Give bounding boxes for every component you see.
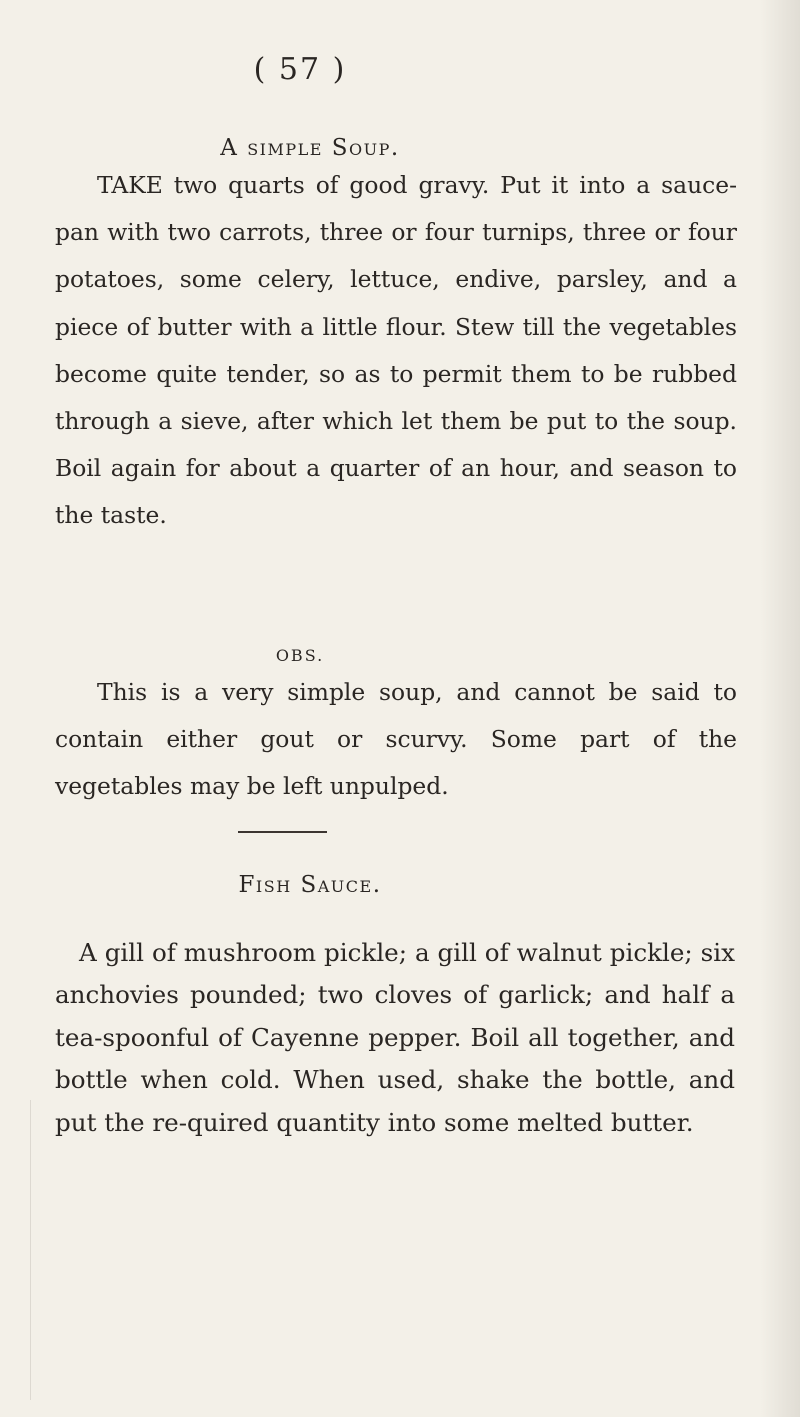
page-edge-shadow: [760, 0, 800, 1417]
page-number: ( 57 ): [253, 52, 347, 87]
section-divider: [238, 831, 327, 833]
recipe-body-fish-sauce: A gill of mushroom pickle; a gill of walnut pickle; six anchovies pounded; two cloves of garlick; and half a tea-spoonful of Cayenne pepper. Boil all together, and bottle when cold. When used, shake the bottle, and put the re-quired quantity into some melted butter.: [55, 938, 735, 1137]
recipe-body-simple-soup: TAKE two quarts of good gravy. Put it into a sauce-pan with two carrots, three or four turnips, three or four potatoes, some celery, lettuce, endive, parsley, and a piece of butter with a little flour. Stew till the vegetables become quite tender, so as to permit them to be rubbed through a sieve, after which let them be put to the soup. Boil again for about a quarter of an hour, and season to the taste.: [55, 171, 737, 530]
recipe-observation: This is a very simple soup, and cannot be said to contain either gout or scurvy. Some part of the vegetables may be left unpulped.: [55, 678, 737, 801]
recipe-title-simple-soup: A simple Soup.: [220, 135, 400, 161]
paper-fold: [30, 1100, 31, 1400]
recipe-title-fish-sauce: Fish Sauce.: [238, 872, 382, 898]
obs-label: OBS.: [275, 646, 325, 665]
